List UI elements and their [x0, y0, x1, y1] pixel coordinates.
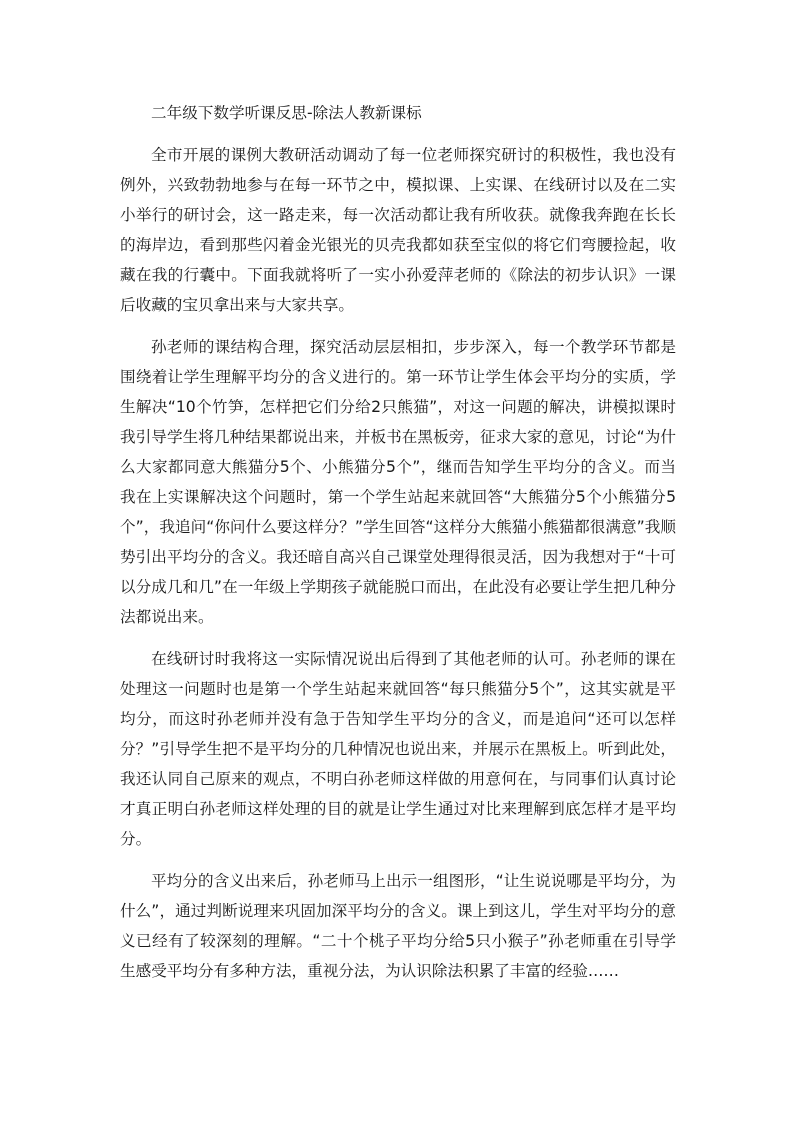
document-body: [120, 98, 676, 998]
paragraph-1: 全市开展的课例大教研活动调动了每一位老师探究研讨的积极性，我也没有例外，兴致勃勃地参与在每一环节之中，模拟课、上实课、在线研讨以及在二实小举行的研讨会，这一路走来，每一次活动都让我有所收获。就像我奔跑在长长的海岸边，看到那些闪着金光银光的贝壳我都如获至宝似的将它们弯腰捡起，收藏在我的行囊中。下面我就将听了一实小孙爱萍老师的《除法的初步认识》一课后收藏的宝贝拿出来与大家共享。: [120, 146, 676, 314]
document-title: 二年级下数学听课反思-除法人教新课标: [151, 104, 422, 122]
paragraph-2: 孙老师的课结构合理，探究活动层层相扣，步步深入，每一个教学环节都是围绕着让学生理解平均分的含义进行的。第一环节让学生体会平均分的实质，学生解决“10个竹笋，怎样把它们分给2只熊猫”，对这一问题的解决，讲模拟课时我引导学生将几种结果都说出来，并板书在黑板旁，征求大家的意见，讨论“为什么大家都同意大熊猫分5个、小熊猫分5个”，继而告知学生平均分的含义。而当我在上实课解决这个问题时，第一个学生站起来就回答“大熊猫分5个小熊猫分5个”，我追问“你问什么要这样分？”学生回答“这样分大熊猫小熊猫都很满意”我顺势引出平均分的含义。我还暗自高兴自己课堂处理得很灵活，因为我想对于“十可以分成几和几”在一年级上学期孩子就能脱口而出，在此没有必要让学生把几种分法都说出来。: [120, 338, 676, 626]
paragraph-3: 在线研讨时我将这一实际情况说出后得到了其他老师的认可。孙老师的课在处理这一问题时也是第一个学生站起来就回答“每只熊猫分5个”，这其实就是平均分，而这时孙老师并没有急于告知学生平均分的含义，而是追问“还可以怎样分？”引导学生把不是平均分的几种情况也说出来，并展示在黑板上。听到此处，我还认同自己原来的观点，不明白孙老师这样做的用意何在，与同事们认真讨论才真正明白孙老师这样处理的目的就是让学生通过对比来理解到底怎样才是平均分。: [120, 650, 676, 848]
paragraph-4: 平均分的含义出来后，孙老师马上出示一组图形，“让生说说哪是平均分，为什么”，通过判断说理来巩固加深平均分的含义。课上到这儿，学生对平均分的意义已经有了较深刻的理解。“二十个桃子平均分给5只小猴子”孙老师重在引导学生感受平均分有多种方法，重视分法，为认识除法积累了丰富的经验……: [120, 872, 676, 980]
